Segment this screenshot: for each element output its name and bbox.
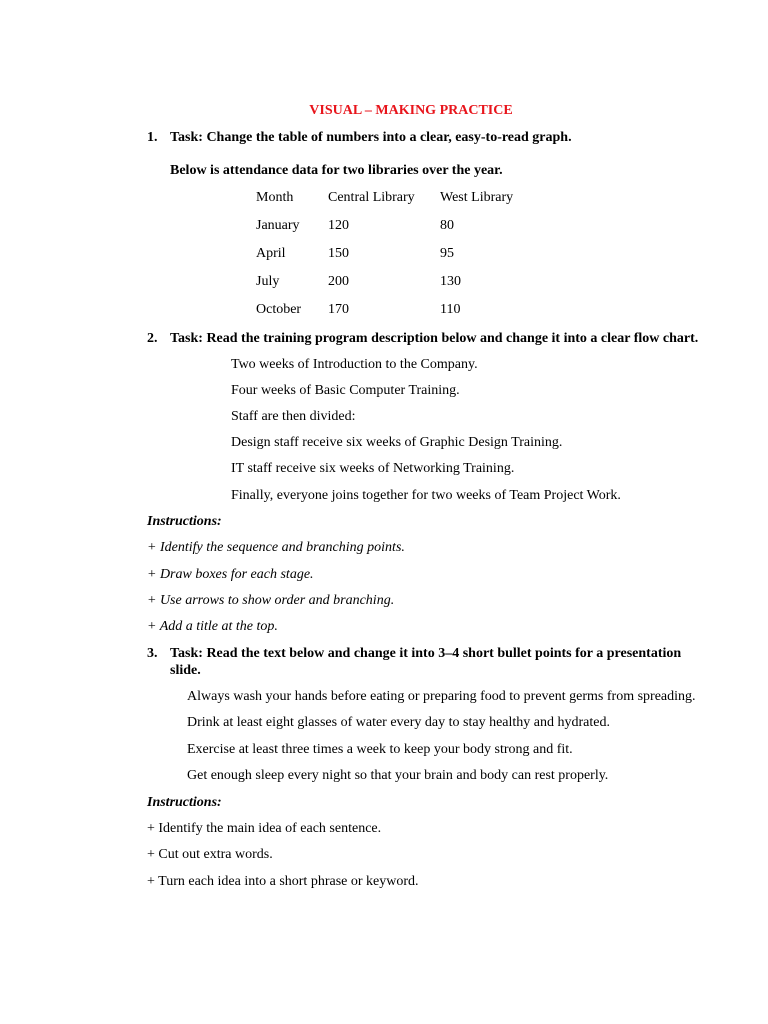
task3-instruction: + Cut out extra words.: [147, 847, 273, 862]
task2-line: Staff are then divided:: [231, 409, 356, 424]
table-header-west: West Library: [440, 190, 514, 205]
task2-instruction: + Identify the sequence and branching points.: [147, 540, 405, 555]
task2-instruction: + Use arrows to show order and branching.: [147, 593, 395, 608]
table-cell: 95: [440, 246, 454, 261]
task2-line: IT staff receive six weeks of Networking Training.: [231, 461, 515, 476]
table-cell: 120: [328, 218, 349, 233]
task3-text-line1: Task: Read the text below and change it into 3–4 short bullet points for a presentation: [170, 646, 682, 661]
task2-line: Two weeks of Introduction to the Company.: [231, 357, 478, 372]
task3-line: Drink at least eight glasses of water every day to stay healthy and hydrated.: [187, 715, 610, 730]
task2-text: Task: Read the training program description below and change it into a clear flow chart.: [170, 331, 699, 346]
task3-instruction: + Identify the main idea of each sentence.: [147, 821, 382, 836]
page-title: VISUAL – MAKING PRACTICE: [309, 103, 513, 118]
task2-line: Finally, everyone joins together for two weeks of Team Project Work.: [231, 488, 621, 503]
table-cell: 150: [328, 246, 349, 261]
table-cell: April: [256, 246, 286, 261]
table-cell: January: [256, 218, 300, 233]
task1-text: Task: Change the table of numbers into a clear, easy-to-read graph.: [170, 130, 572, 145]
table-cell: July: [256, 274, 280, 289]
task2-instructions-label: Instructions:: [147, 514, 222, 529]
task3-instruction: + Turn each idea into a short phrase or keyword.: [147, 874, 419, 889]
task3-number: 3.: [147, 646, 158, 661]
table-header-central: Central Library: [328, 190, 415, 205]
task3-line: Get enough sleep every night so that your brain and body can rest properly.: [187, 768, 609, 783]
table-cell: 130: [440, 274, 461, 289]
task3-text-line2: slide.: [170, 663, 201, 678]
task2-instruction: + Add a title at the top.: [147, 619, 278, 634]
task2-line: Four weeks of Basic Computer Training.: [231, 383, 460, 398]
task2-instruction: + Draw boxes for each stage.: [147, 567, 314, 582]
table-cell: 110: [440, 302, 461, 317]
table-cell: 200: [328, 274, 349, 289]
task3-instructions-label: Instructions:: [147, 795, 222, 810]
task1-number: 1.: [147, 130, 158, 145]
task2-line: Design staff receive six weeks of Graphic Design Training.: [231, 435, 563, 450]
table-header-month: Month: [256, 190, 294, 205]
task2-number: 2.: [147, 331, 158, 346]
table-cell: 170: [328, 302, 349, 317]
task3-line: Always wash your hands before eating or preparing food to prevent germs from spreading.: [187, 689, 696, 704]
task1-subheading: Below is attendance data for two libraries over the year.: [170, 163, 503, 178]
table-cell: 80: [440, 218, 454, 233]
task3-line: Exercise at least three times a week to keep your body strong and fit.: [187, 742, 573, 757]
table-cell: October: [256, 302, 302, 317]
